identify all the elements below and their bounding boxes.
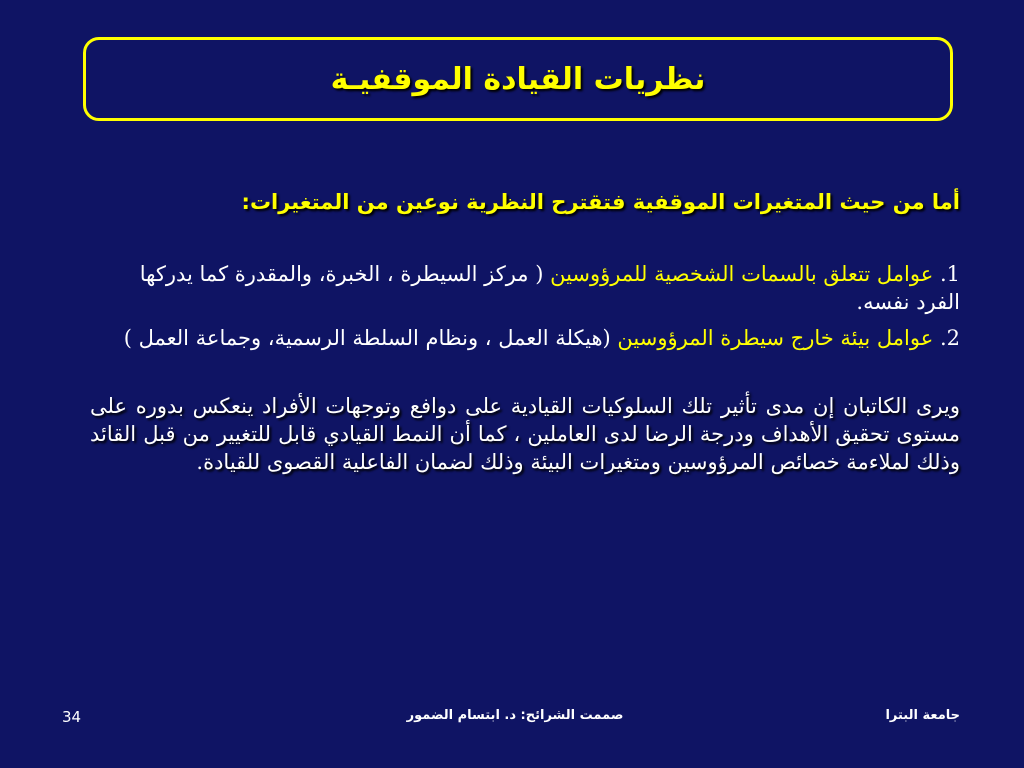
slide-title: نظريات القيادة الموقفيـة [330,61,706,97]
factor-detail: (هيكلة العمل ، ونظام السلطة الرسمية، وجماعة العمل ) [123,326,611,350]
university-name: جامعة البترا [885,708,960,723]
page-number: 34 [62,708,82,726]
title-box [83,37,953,121]
factors-list [90,260,960,352]
factor-highlight: عوامل تتعلق بالسمات الشخصية للمرؤوسين [550,262,934,286]
factor-highlight: عوامل بيئة خارج سيطرة المرؤوسين [617,326,934,350]
designer-credit: صممت الشرائح: د. ابتسام الضمور [406,708,624,723]
slide-content [90,188,960,476]
intro-text: أما من حيث المتغيرات الموقفية فتقترح النظرية نوعين من المتغيرات: [241,190,960,214]
factor-detail: ( مركز السيطرة ، الخبرة، والمقدرة كما يدركها الفرد نفسه. [139,262,960,314]
factor-item-1 [90,260,960,316]
factor-number: 2. [939,326,960,350]
factor-item-2 [90,324,960,352]
factor-number: 1. [939,262,960,286]
slide-footer [0,708,1024,732]
body-paragraph: ويرى الكاتبان إن مدى تأثير تلك السلوكيات القيادية على دوافع وتوجهات الأفراد ينعكس بدوره على مستوى تحقيق الأهداف ودرجة الرضا لدى العاملين ، كما أن النمط القيادي قابل للتغيير من قبل القائد وذلك لملاءمة خصائص المرؤوسين ومتغيرات البيئة وذلك لضمان الفاعلية القصوى للقيادة. [90,394,960,474]
